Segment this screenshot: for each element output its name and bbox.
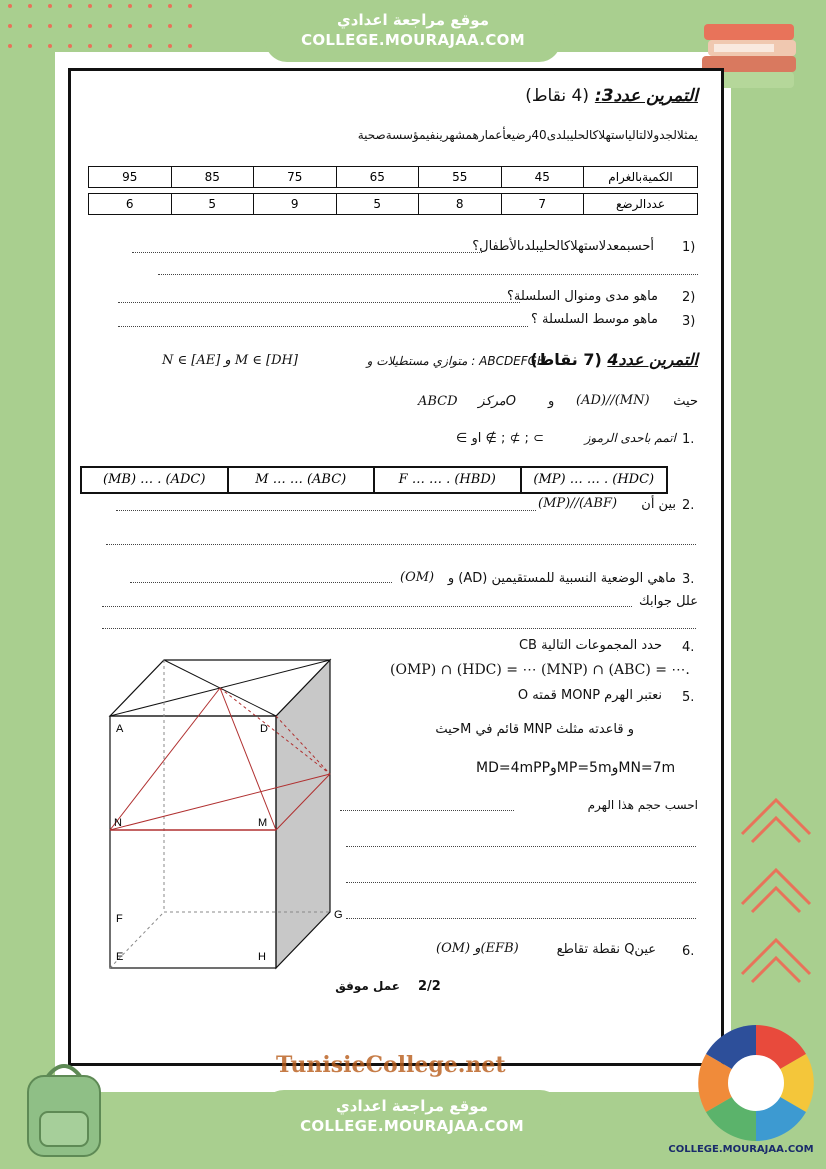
answer-line[interactable]: [346, 882, 696, 883]
table-cell: 6: [89, 194, 172, 215]
ex4-q5-d: احسب حجم هذا الهرم: [587, 798, 698, 812]
table-cell: 5: [171, 194, 254, 215]
answer-line[interactable]: [102, 628, 696, 629]
table-cell: 55: [419, 167, 502, 188]
ex3-intro: يمثلالجدولالتالياستهلاكالحليبلدى40رضيعأعمارهمشهرينفيمؤسسةصحية: [357, 128, 698, 142]
answer-line[interactable]: [118, 302, 520, 303]
ex4-q5-c: MD=4mPPوMP=5mوMN=7m: [476, 760, 676, 776]
footer-logo-text: TunisieCollege.net: [276, 1052, 506, 1078]
relation-box[interactable]: (MB) … . (ADC): [82, 468, 229, 492]
ex3-title-label: التمرين عدد3:: [594, 86, 698, 106]
answer-line[interactable]: [102, 606, 632, 607]
table-cell: 7: [501, 194, 584, 215]
ex4-title: [530, 350, 698, 369]
ex4-q6: عينQ نقطة تقاطع: [556, 942, 656, 957]
ex4-q5-num: 5.: [682, 690, 695, 705]
label-g: G: [334, 909, 343, 921]
label-f: F: [116, 913, 123, 925]
relation-box[interactable]: F … … . (HBD): [375, 468, 522, 492]
table-cell: عددالرضع: [584, 194, 698, 215]
label-d: D: [260, 723, 268, 735]
table-cell: الكميةبالغرام: [584, 167, 698, 188]
ex3-table-2: [88, 193, 698, 215]
label-h: H: [258, 951, 266, 963]
ex3-q3-num: 3): [682, 314, 696, 329]
ex4-q1: اتمم باحدى الرموز: [584, 431, 676, 445]
ex4-q4: حدد المجموعات التالية CB: [518, 638, 662, 653]
table-row: [89, 194, 698, 215]
table-cell: 85: [171, 167, 254, 188]
table-cell: 45: [501, 167, 584, 188]
decorative-dots: [0, 0, 210, 60]
school-bag-icon: [18, 1056, 110, 1160]
parallelepiped-figure: [100, 650, 343, 970]
label-n: N: [114, 817, 122, 829]
ex3-q1: أحسبمعدلاستهلاكالحليبلدىالأطفال؟: [472, 239, 654, 254]
answer-line[interactable]: [346, 918, 696, 919]
good-luck: عمل موفق: [335, 979, 400, 993]
ex4-q4-num: 4.: [682, 640, 695, 655]
label-a: A: [116, 723, 124, 735]
cube-front-face: [110, 716, 276, 968]
relation-box[interactable]: M … … (ABC): [229, 468, 376, 492]
page-number: 2/2: [418, 979, 441, 994]
ex3-points: (4 نقاط): [525, 86, 589, 106]
ex4-line2-abcd: ABCD: [418, 394, 458, 409]
ex3-title: [525, 86, 698, 106]
ex4-line1-math: N ∈ [AE] و M ∈ [DH]: [162, 353, 298, 368]
table-row: [89, 167, 698, 188]
ex4-q3-b: علل جوابك: [639, 594, 698, 609]
answer-line[interactable]: [130, 582, 392, 583]
ex3-q1-num: 1): [682, 240, 696, 255]
table-cell: 65: [336, 167, 419, 188]
education-wheel-icon: [697, 1024, 815, 1142]
banner-url: COLLEGE.MOURAJAA.COM: [300, 1117, 524, 1135]
top-banner[interactable]: [265, 8, 561, 62]
answer-line[interactable]: [132, 252, 482, 253]
wheel-caption: COLLEGE.MOURAJAA.COM: [668, 1144, 814, 1155]
ex4-q3-num: 3.: [682, 572, 695, 587]
banner-url: COLLEGE.MOURAJAA.COM: [301, 31, 525, 49]
ex3-q3: ماهو موسط السلسلة ؟: [530, 312, 658, 327]
ex4-q6-num: 6.: [682, 944, 695, 959]
ex4-q3-math: (OM): [400, 570, 435, 585]
ex4-q1-symbols: ∈ او ∉ ; ⊄ ; ⊂: [456, 431, 544, 446]
ex4-q3: ماهي الوضعية النسبية للمستقيمين (AD) و: [447, 571, 676, 586]
table-cell: 75: [254, 167, 337, 188]
ex4-q1-num: 1.: [682, 432, 695, 447]
ex4-points: (7 نقاط): [530, 350, 602, 369]
ex4-line2-center: Oمركز: [478, 394, 516, 409]
ex4-q2-math: (MP)//(ABF): [538, 496, 618, 511]
answer-line[interactable]: [346, 846, 696, 847]
ex4-q5: نعتبر الهرم MONP قمته O: [517, 688, 662, 703]
tunisie-college-logo: [276, 1052, 516, 1076]
ex4-q2: بين أن: [641, 497, 676, 512]
answer-line[interactable]: [158, 274, 698, 275]
ex4-line1-ar: ABCDEFGH : متوازي مستطيلات و: [366, 354, 546, 368]
ex4-q2-num: 2.: [682, 498, 695, 513]
banner-title: موقع مراجعة اعدادي: [337, 11, 489, 29]
table-cell: 8: [419, 194, 502, 215]
bottom-banner[interactable]: [262, 1090, 562, 1156]
ex4-line2-and: و: [548, 394, 555, 409]
ex3-table: [88, 166, 698, 188]
table-cell: 5: [336, 194, 419, 215]
answer-line[interactable]: [116, 510, 536, 511]
answer-line[interactable]: [118, 326, 528, 327]
label-m: M: [258, 817, 268, 829]
label-e: E: [116, 951, 124, 963]
ex3-q2-num: 2): [682, 290, 696, 305]
answer-line[interactable]: [340, 810, 514, 811]
ex4-q5-b: و قاعدته مثلث MNP قائم في Mحيث: [435, 722, 634, 737]
relations-table: [80, 466, 668, 494]
ex4-title-label: التمرين عدد4: [607, 350, 698, 369]
ex4-q4-math: (OMP) ∩ (HDC) = ⋯ (MNP) ∩ (ABC) = ⋯.: [390, 662, 690, 678]
ex4-line2-math: (AD)//(MN): [576, 393, 650, 408]
relation-box[interactable]: (MP) … … . (HDC): [533, 472, 655, 487]
chevron-decoration-icon: [736, 790, 816, 1030]
ex4-line2-ar: حيث: [673, 394, 698, 409]
table-cell: 95: [89, 167, 172, 188]
banner-title: موقع مراجعة اعدادي: [336, 1097, 488, 1115]
ex3-q2: ماهو مدى ومنوال السلسلة؟: [506, 289, 658, 304]
ex4-q6-math: (OM) و(EFB): [436, 941, 519, 956]
table-cell: 9: [254, 194, 337, 215]
answer-line[interactable]: [106, 544, 696, 545]
